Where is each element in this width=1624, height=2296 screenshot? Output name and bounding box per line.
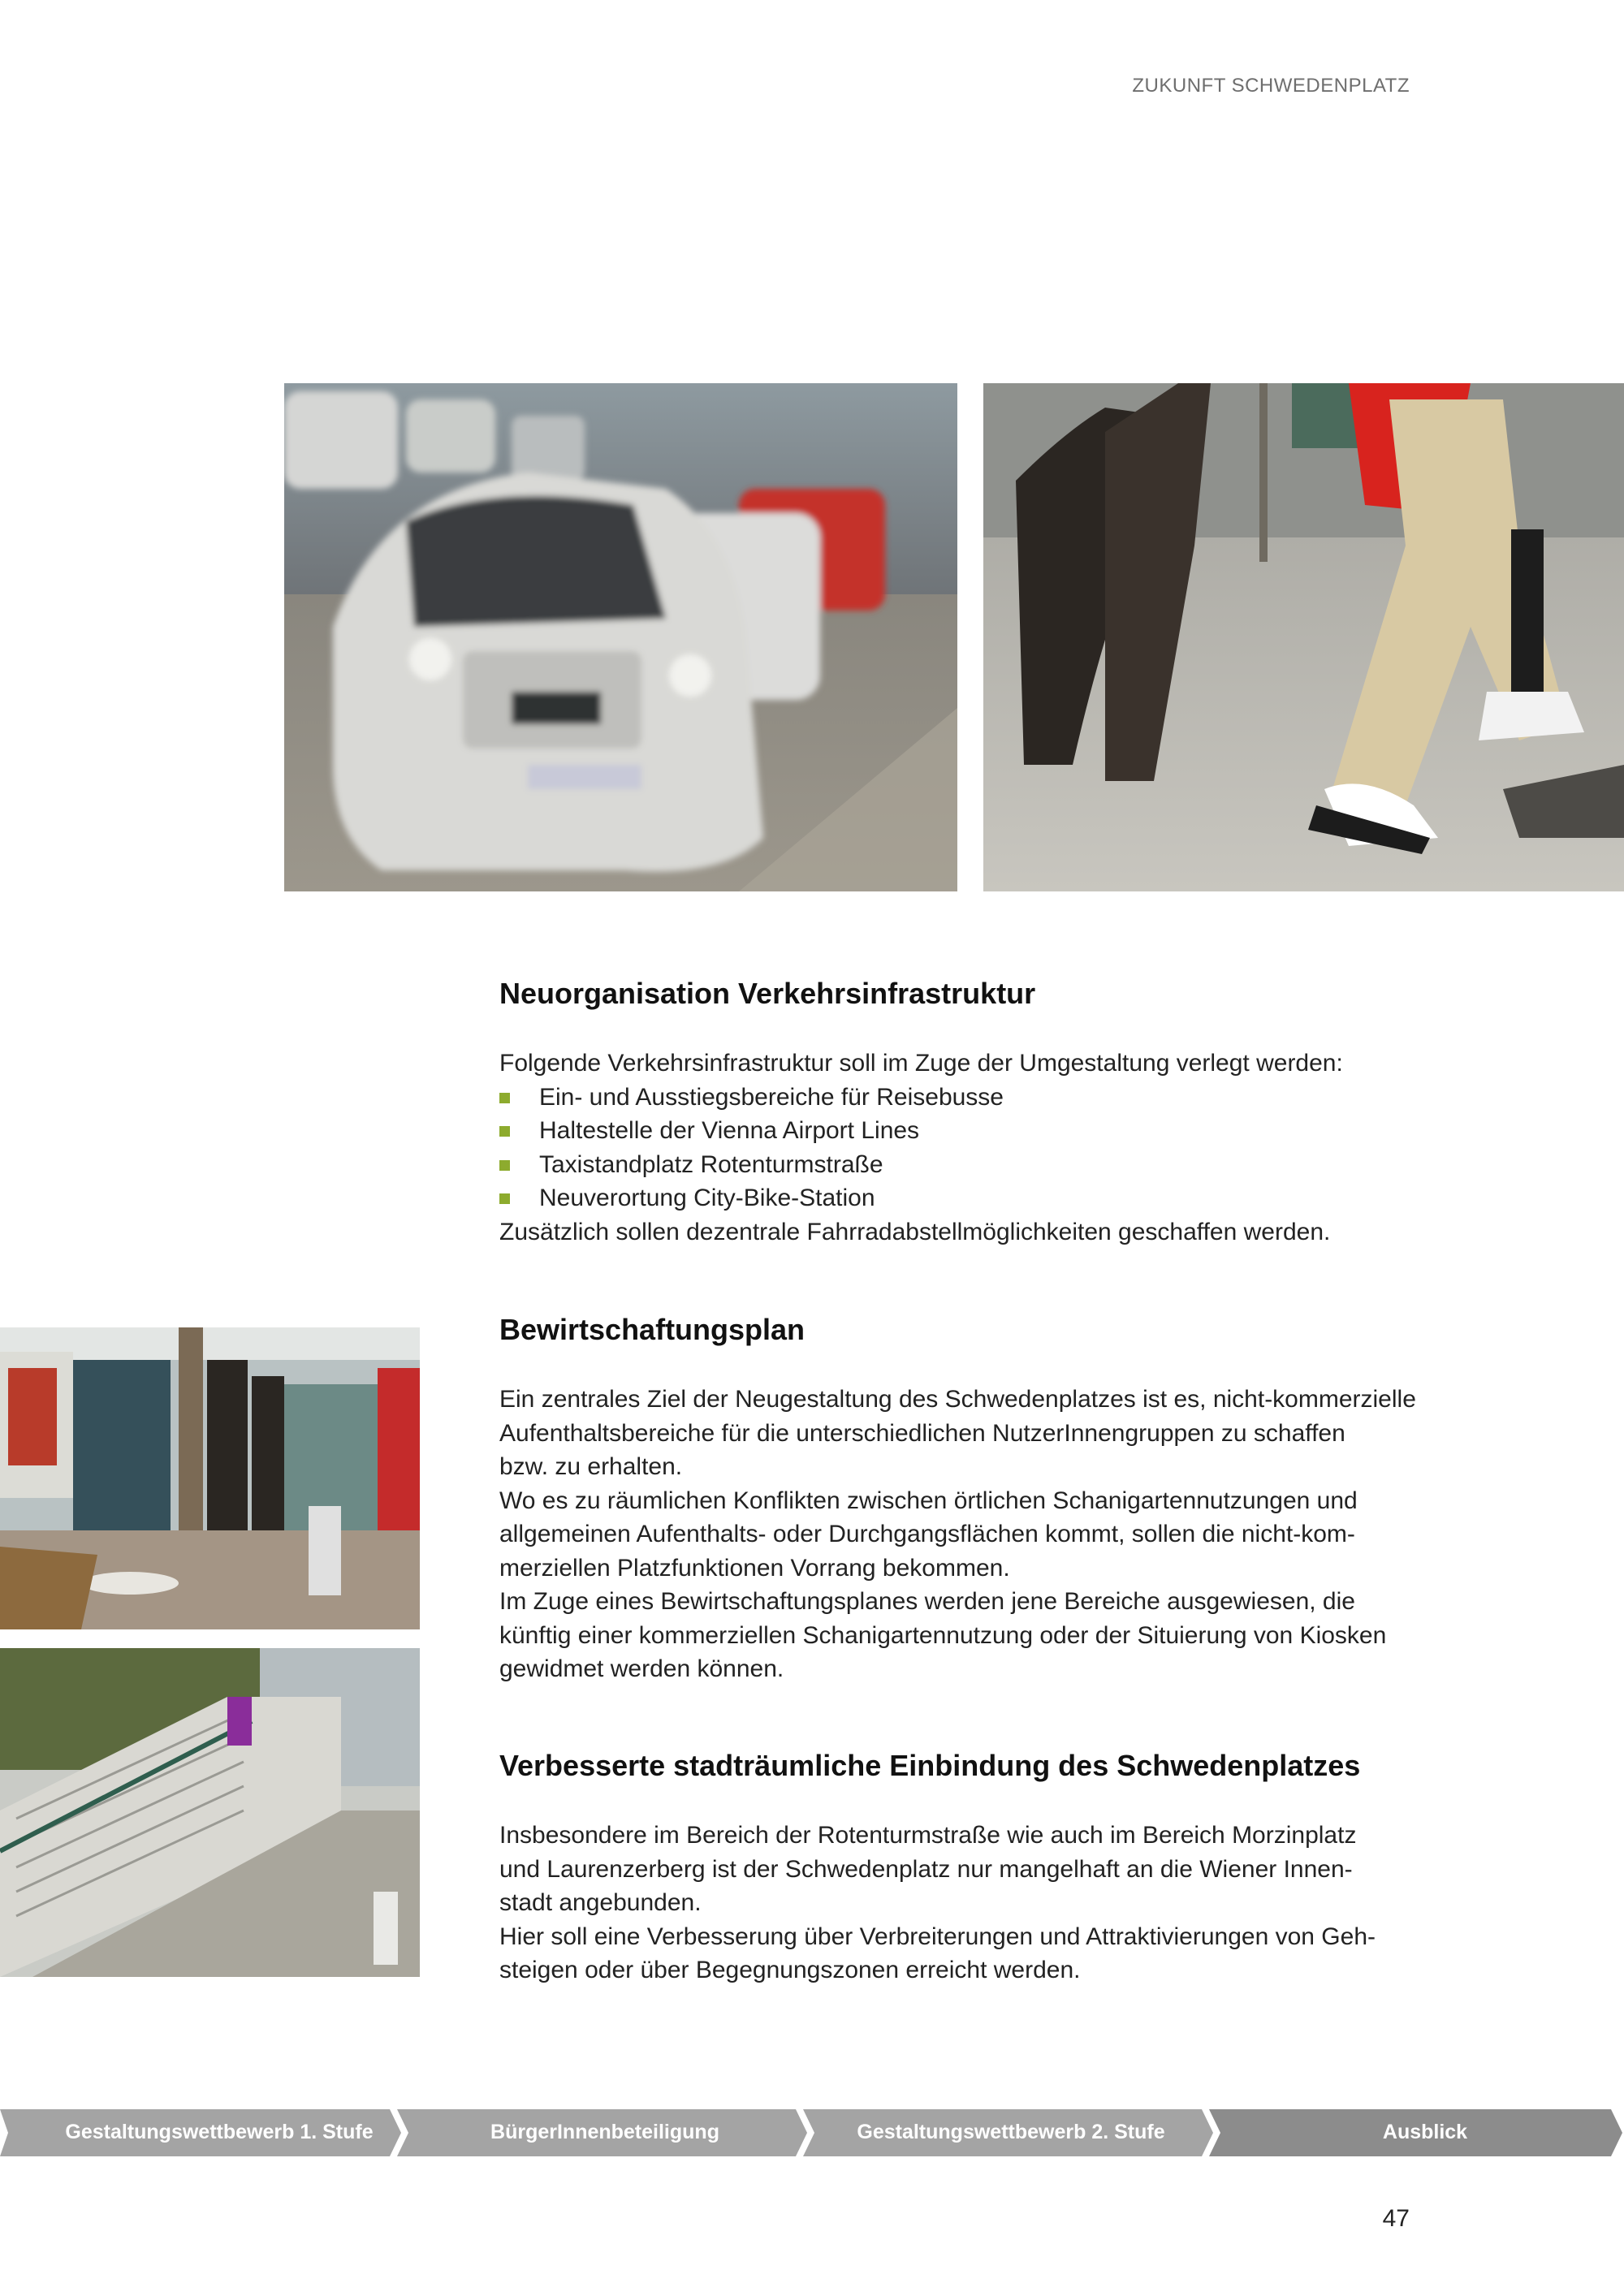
list-item: Taxistandplatz Rotenturmstraße [499, 1148, 1425, 1182]
section-intro: Folgende Verkehrsinfrastruktur soll im Zuge der Umgestaltung verlegt werden: [499, 1050, 1343, 1077]
text-line: steigen oder über Begegnungszonen erreicht werden. [499, 1957, 1081, 1984]
list-item: Haltestelle der Vienna Airport Lines [499, 1114, 1425, 1148]
list-item: Ein- und Ausstiegsbereiche für Reisebusse [499, 1081, 1425, 1115]
text-line: merziellen Platzfunktionen Vorrang bekommen. [499, 1554, 1010, 1582]
text-line: Insbesondere im Bereich der Rotenturmstraße wie auch im Bereich Morzinplatz [499, 1822, 1357, 1849]
process-step-label: Ausblick [1382, 2121, 1468, 2143]
section-heading: Neuorganisation Verkehrsinfrastruktur [499, 977, 1036, 1010]
text-line: bzw. zu erhalten. [499, 1453, 683, 1481]
bullet-square-icon [499, 1093, 510, 1103]
text-line: Aufenthaltsbereiche für die unterschiedlichen NutzerInnengruppen zu schaffen [499, 1419, 1345, 1447]
pedestrians-photo [983, 383, 1624, 891]
text-line: künftig einer kommerziellen Schanigartennutzung oder der Situierung von Kiosken [499, 1621, 1387, 1649]
text-line: gewidmet werden können. [499, 1655, 784, 1683]
text-line: und Laurenzerberg ist der Schwedenplatz nur mangelhaft an die Wiener Innen- [499, 1855, 1353, 1883]
section-body [499, 1819, 1425, 1987]
section-outro: Zusätzlich sollen dezentrale Fahrradabstellmöglichkeiten geschaffen werden. [499, 1218, 1331, 1245]
bullet-square-icon [499, 1193, 510, 1204]
section-einbindung [499, 1748, 1425, 1987]
list-item: Neuverortung City-Bike-Station [499, 1181, 1425, 1215]
bullet-square-icon [499, 1160, 510, 1171]
traffic-photo [284, 383, 957, 891]
page-number: 47 [1382, 2205, 1410, 2232]
section-verkehrsinfrastruktur [499, 976, 1425, 1249]
process-step-label: Gestaltungswettbewerb 2. Stufe [857, 2121, 1165, 2143]
text-line: Ein zentrales Ziel der Neugestaltung des Schwedenplatzes ist es, nicht-kommerzielle [499, 1386, 1416, 1413]
running-header: ZUKUNFT SCHWEDENPLATZ [1132, 75, 1410, 97]
process-step-label: Gestaltungswettbewerb 1. Stufe [65, 2121, 374, 2143]
text-line: Wo es zu räumlichen Konflikten zwischen örtlichen Schanigartennutzungen und [499, 1487, 1358, 1514]
section-bewirtschaftungsplan [499, 1312, 1425, 1686]
bullet-square-icon [499, 1126, 510, 1137]
section-heading: Bewirtschaftungsplan [499, 1313, 806, 1346]
section-heading: Verbesserte stadträumliche Einbindung des Schwedenplatzes [499, 1749, 1361, 1782]
process-step-label: BürgerInnenbeteiligung [490, 2121, 719, 2143]
street-cafe-photo [0, 1327, 420, 1629]
stairs-photo [0, 1648, 420, 1977]
text-line: allgemeinen Aufenthalts- oder Durchgangsflächen kommt, sollen die nicht-kom- [499, 1521, 1355, 1548]
section-body [499, 1383, 1425, 1686]
text-line: stadt angebunden. [499, 1889, 702, 1917]
infrastructure-list [499, 1081, 1425, 1215]
text-line: Im Zuge eines Bewirtschaftungsplanes werden jene Bereiche ausgewiesen, die [499, 1588, 1355, 1616]
text-line: Hier soll eine Verbesserung über Verbreiterungen und Attraktivierungen von Geh- [499, 1923, 1376, 1950]
